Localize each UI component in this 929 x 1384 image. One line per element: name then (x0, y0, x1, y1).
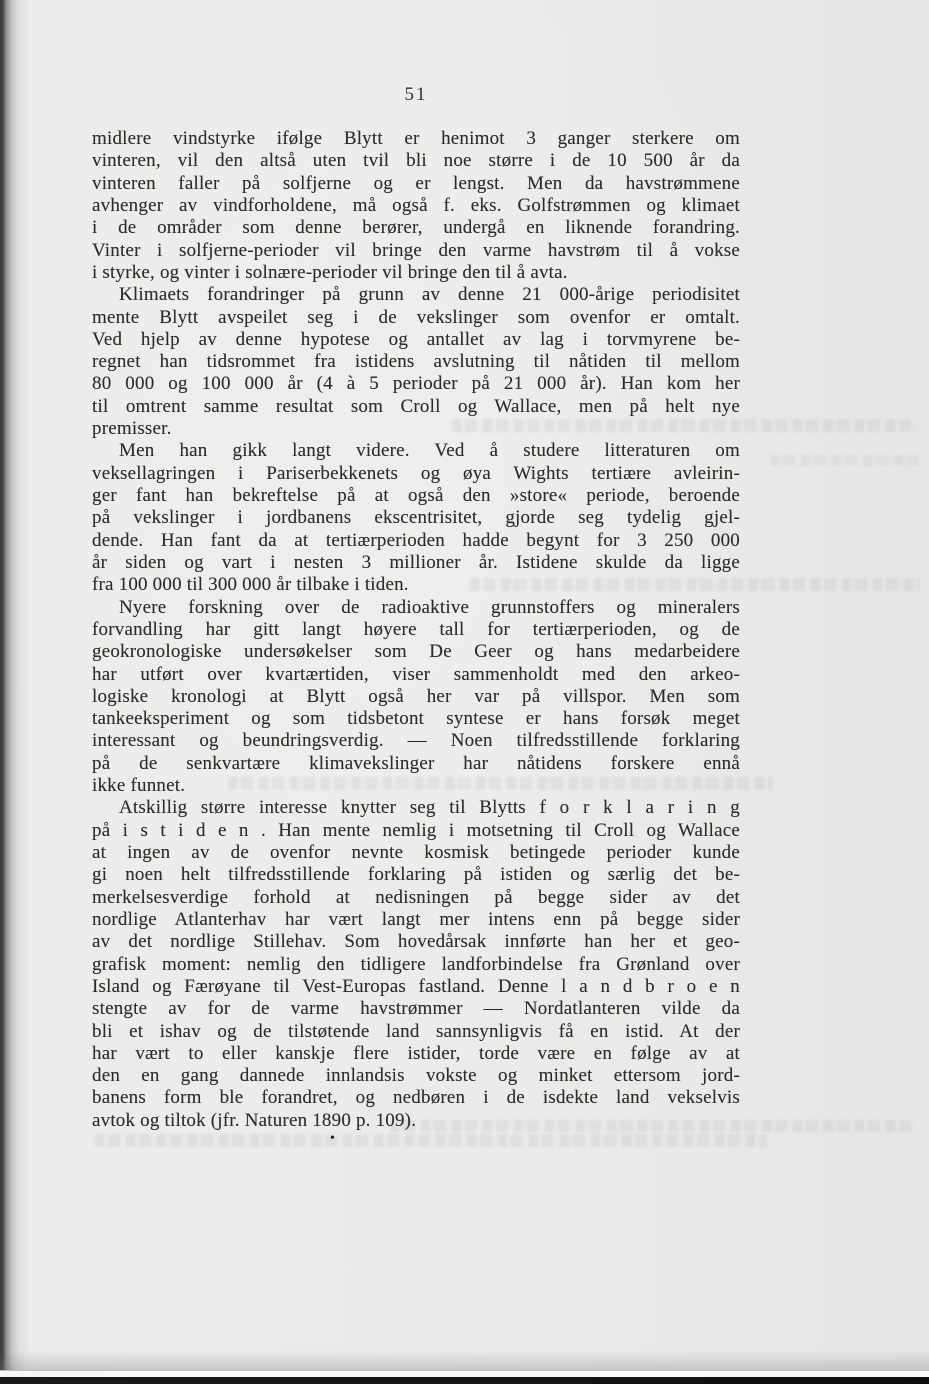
text-line: Men han gikk langt videre. Ved å studere litteraturen om (119, 440, 740, 462)
text-line: av det nordlige Stillehav. Som hovedårsak innførte han her et geo- (92, 931, 740, 953)
text-line: på i s t i d e n . Han mente nemlig i motsetning til Croll og Wallace (92, 819, 740, 841)
text-line: stengte av for de varme havstrømmer — Nordatlanteren vilde da (92, 998, 740, 1020)
bleed-through-text (95, 1134, 767, 1147)
text-line: merkelsesverdige forhold at nedisningen på begge sider av det (92, 886, 740, 908)
text-line: gi noen helt tilfredsstillende forklaring på istiden og særlig det be- (92, 864, 740, 886)
text-line: premisser. (92, 418, 172, 440)
page-bottom-shadow (0, 1350, 929, 1370)
text-line: har utført over kvartærtiden, viser sammenholdt med den arkeo- (92, 663, 740, 685)
text-line: 80 000 og 100 000 år (4 à 5 perioder på 21 000 år). Han kom her (92, 373, 740, 395)
text-line: Island og Færøyane til Vest-Europas fastland. Denne l a n d b r o e n (92, 975, 740, 997)
text-line: bli et ishav og de tilstøtende land sannsynligvis få en istid. At der (92, 1020, 740, 1042)
text-line: midlere vindstyrke ifølge Blytt er henimot 3 ganger sterkere om (92, 128, 740, 149)
text-line: år siden og vart i nesten 3 millioner år. Istidene skulde da ligge (92, 551, 740, 573)
text-line: forvandling har gitt langt høyere tall for tertiærperioden, og de (92, 618, 740, 640)
text-line: på de senkvartære klimavekslinger har nåtidens forskere ennå (92, 752, 740, 774)
page-bottom-edge (0, 1370, 929, 1377)
text-line: geokronologiske undersøkelser som De Geer og hans medarbeidere (92, 641, 740, 663)
text-line: veksellagringen i Pariserbekkenets og øya Wights tertiære avleirin- (92, 462, 740, 484)
text-line: den en gang dannede innlandsis vokste og minket ettersom jord- (92, 1065, 740, 1087)
page-number: 51 (404, 84, 428, 105)
text-line: avhenger av vindforholdene, må også f. eks. Golfstrømmen og klimaet (92, 194, 740, 216)
text-line: tankeeksperiment og som tidsbetont syntese er hans forsøk meget (92, 708, 740, 730)
footnote-separator-dot: • (330, 1131, 335, 1146)
gutter-shadow (0, 0, 30, 1384)
text-line: har vært to eller kanskje flere istider, torde være en følge av at (92, 1042, 740, 1064)
text-line: nordlige Atlanterhav har vært langt mer intens enn på begge sider (92, 908, 740, 930)
text-line: grafisk moment: nemlig den tidligere landforbindelse fra Grønland over (92, 953, 740, 975)
text-line: interessant og beundringsverdig. — Noen tilfredsstillende forklaring (92, 730, 740, 752)
text-line: at ingen av de ovenfor nevnte kosmisk betingede perioder kunde (92, 842, 740, 863)
scanner-background-strip (0, 1377, 929, 1384)
text-line: på vekslinger i jordbanens ekscentrisitet, gjorde seg tydelig gjel- (92, 507, 740, 529)
text-line: Klimaets forandringer på grunn av denne 21 000-årige periodisitet (119, 284, 740, 306)
text-block (92, 128, 740, 1132)
text-line: til omtrent samme resultat som Croll og Wallace, men på helt nye (92, 395, 740, 417)
text-line: i de områder som denne berører, undergå en liknende forandring. (92, 217, 740, 239)
text-line: Ved hjelp av denne hypotese og antallet av lag i torvmyrene be- (92, 328, 740, 350)
text-line: dende. Han fant da at tertiærperioden hadde begynt for 3 250 000 (92, 529, 740, 551)
text-line: vinteren faller på solfjerne og er lengst. Men da havstrømmene (92, 172, 740, 194)
text-line: i styrke, og vinter i solnære-perioder vil bringe den til å avta. (92, 261, 568, 283)
text-line: vinteren, vil den altså uten tvil bli noe større i de 10 500 år da (92, 150, 740, 172)
text-line: regnet han tidsrommet fra istidens avslutning til nåtiden til mellom (92, 351, 740, 373)
text-line: Vinter i solfjerne-perioder vil bringe den varme havstrøm til å vokse (92, 239, 740, 261)
text-line: ikke funnet. (92, 775, 186, 797)
text-line: logiske kronologi at Blytt også her var på villspor. Men som (92, 685, 740, 707)
text-line: fra 100 000 til 300 000 år tilbake i tiden. (92, 574, 409, 596)
text-line: avtok og tiltok (jfr. Naturen 1890 p. 109). (92, 1109, 417, 1131)
text-line: banens form ble forandret, og nedbøren i de isdekte land vekselvis (92, 1087, 740, 1109)
text-line: Nyere forskning over de radioaktive grunnstoffers og mineralers (119, 596, 740, 618)
bleed-through-text (770, 455, 920, 466)
text-line: ger fant han bekreftelse på at også den »store« periode, beroende (92, 485, 740, 506)
text-line: mente Blytt avspeilet seg i de vekslinger som ovenfor er omtalt. (92, 306, 740, 328)
text-line: Atskillig større interesse knytter seg til Blytts f o r k l a r i n g (119, 797, 740, 819)
